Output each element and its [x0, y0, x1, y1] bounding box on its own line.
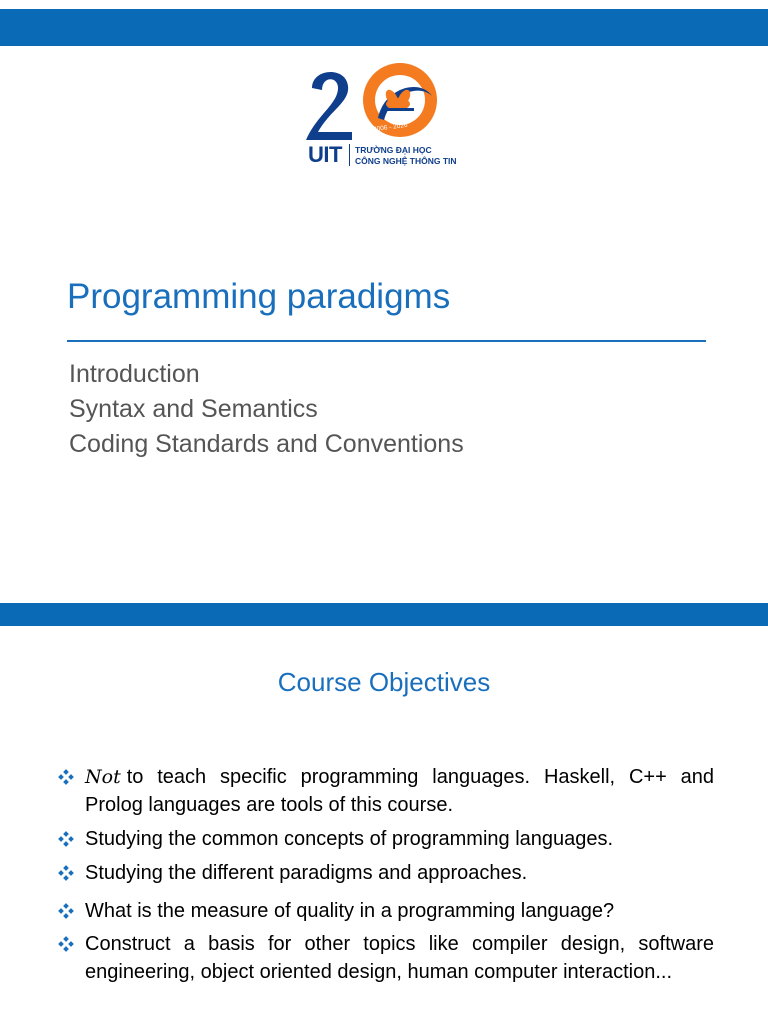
emphasis-not: Not [85, 766, 121, 788]
logo-abbr: UIT [308, 142, 342, 167]
logo-line-2: CÔNG NGHỆ THÔNG TIN [355, 156, 457, 166]
university-logo [300, 58, 480, 178]
bullet-text: Construct a basis for other topics like compiler design, software engineering, object oriented design, human computer interaction... [85, 933, 714, 983]
bullet-text: Studying the common concepts of programming languages. [85, 828, 614, 850]
slide-title: Programming paradigms [67, 277, 451, 316]
subtitle-item: Syntax and Semantics [69, 395, 318, 423]
list-item [58, 897, 714, 925]
logo-years: 2006 - 2026 [372, 121, 409, 134]
diamond-bullet-icon [58, 865, 74, 881]
subtitle-item: Coding Standards and Conventions [69, 430, 464, 458]
diamond-bullet-icon [58, 769, 74, 785]
slide-divider-band [0, 603, 768, 626]
top-accent-band [0, 9, 768, 46]
subtitle-list [69, 357, 464, 462]
diamond-bullet-icon [58, 831, 74, 847]
diamond-bullet-icon [58, 936, 74, 952]
objectives-title: Course Objectives [277, 667, 491, 697]
bullet-text: What is the measure of quality in a programming language? [85, 900, 615, 922]
bullet-text: Studying the different paradigms and approaches. [85, 862, 528, 884]
list-item [58, 825, 714, 853]
list-item [58, 859, 714, 887]
logo-separator [349, 144, 350, 166]
title-divider [67, 340, 706, 342]
diamond-bullet-icon [58, 903, 74, 919]
objectives-list [58, 763, 714, 986]
list-item [58, 763, 714, 819]
bullet-text: to teach specific programming languages. Haskell, C++ and Prolog languages are tools of this course. [85, 766, 714, 816]
subtitle-item: Introduction [69, 360, 200, 388]
logo-line-1: TRƯỜNG ĐẠI HỌC [355, 145, 432, 155]
list-item [58, 930, 714, 986]
